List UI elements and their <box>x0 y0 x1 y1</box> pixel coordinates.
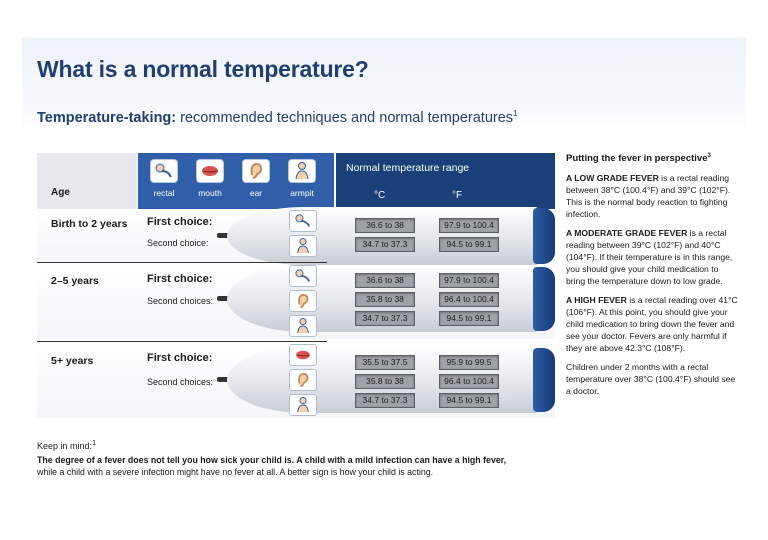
age-label: Birth to 2 years <box>51 218 128 230</box>
subtitle-rest: recommended techniques and normal temperatures <box>176 109 514 126</box>
age-header-cell <box>37 153 137 209</box>
first-choice-label: First choice: <box>147 273 213 285</box>
method-icons <box>289 210 319 260</box>
second-choice-label: Second choices: <box>147 296 214 306</box>
keep-in-mind <box>37 437 557 478</box>
armpit-icon <box>289 235 317 257</box>
value-row <box>355 218 499 233</box>
fahrenheit-value: 96.4 to 100.4 <box>439 292 499 307</box>
fahrenheit-value: 96.4 to 100.4 <box>439 374 499 389</box>
high-fever-text: is a rectal reading over 41°C (106°F). At this point, you should give your child medication to bring down the fever and see your doctor. Fevers are only harmful if they are above 42.3°C (108°F). <box>566 295 738 354</box>
moderate-grade-text: is a rectal reading between 39°C (102°F) and 40°C (104°F). If their temperature is in this range, you should give your child medication to bring the temperature down to low grade. <box>566 228 733 287</box>
subtitle-sup: 1 <box>513 109 518 118</box>
method-label: rectal <box>153 188 175 198</box>
perspective-heading-sup: 3 <box>707 153 711 159</box>
low-grade-paragraph <box>566 172 738 220</box>
second-choice-label: Second choices: <box>147 377 214 387</box>
value-row <box>355 292 499 307</box>
celsius-value: 36.6 to 38 <box>355 273 415 288</box>
range-header-title: Normal temperature range <box>346 162 470 174</box>
age-label: 2–5 years <box>51 275 99 287</box>
fever-perspective-panel <box>566 150 738 404</box>
rectal-icon <box>289 210 317 232</box>
fahrenheit-value: 94.5 to 99.1 <box>439 393 499 408</box>
fahrenheit-value: 94.5 to 99.1 <box>439 311 499 326</box>
method-armpit <box>280 159 324 205</box>
celsius-value: 34.7 to 37.3 <box>355 237 415 252</box>
first-choice-label: First choice: <box>147 352 213 364</box>
second-choice-label: Second choice: <box>147 238 209 248</box>
moderate-grade-label: A MODERATE GRADE FEVER <box>566 228 688 239</box>
ear-icon <box>289 369 317 391</box>
low-grade-text: is a rectal reading between 38°C (100.4°F) and 39°C (102°F). This is the normal body reaction to fighting infection. <box>566 173 731 220</box>
method-ear <box>234 159 278 205</box>
high-fever-paragraph <box>566 294 738 354</box>
value-group <box>355 218 499 256</box>
armpit-icon <box>289 394 317 416</box>
celsius-value: 35.8 to 38 <box>355 292 415 307</box>
mouth-icon <box>196 159 224 183</box>
thermometer-cap <box>533 348 555 412</box>
keep-in-mind-heading <box>37 437 557 452</box>
keep-in-mind-bold: The degree of a fever does not tell you how sick your child is. A child with a mild infection can have a high fever, <box>37 455 507 465</box>
celsius-value: 35.5 to 37.5 <box>355 355 415 370</box>
fahrenheit-value: 97.9 to 100.4 <box>439 218 499 233</box>
keep-heading-sup: 1 <box>92 438 97 447</box>
value-group <box>355 273 499 330</box>
method-icons <box>289 344 319 419</box>
keep-heading-text: Keep in mind: <box>37 441 93 451</box>
celsius-value: 35.8 to 38 <box>355 374 415 389</box>
ear-icon <box>242 159 270 183</box>
armpit-icon <box>289 315 317 337</box>
value-row <box>355 273 499 288</box>
perspective-heading <box>566 150 738 165</box>
high-fever-label: A HIGH FEVER <box>566 295 627 306</box>
table-row <box>37 210 555 262</box>
unit-celsius: °C <box>374 190 386 201</box>
armpit-icon <box>288 159 316 183</box>
thermometer-cap <box>533 208 555 264</box>
perspective-heading-text: Putting the fever in perspective <box>566 153 708 165</box>
low-grade-label: A LOW GRADE FEVER <box>566 173 659 184</box>
row-divider <box>37 262 327 263</box>
table-row <box>37 265 555 339</box>
age-label: 5+ years <box>51 355 94 367</box>
celsius-value: 34.7 to 37.3 <box>355 393 415 408</box>
first-choice-label: First choice: <box>147 216 213 228</box>
rectal-icon <box>289 265 317 287</box>
ear-icon <box>289 290 317 312</box>
range-header <box>336 153 555 209</box>
subtitle-bold: Temperature-taking: <box>37 109 177 126</box>
temperature-table <box>37 153 555 418</box>
method-label: armpit <box>290 188 314 198</box>
thermometer-cap <box>533 267 555 331</box>
fahrenheit-value: 95.9 to 99.5 <box>439 355 499 370</box>
method-icons <box>289 265 319 340</box>
method-rectal <box>142 159 186 205</box>
moderate-grade-paragraph <box>566 227 738 287</box>
age-header: Age <box>51 187 70 198</box>
value-row <box>355 374 499 389</box>
keep-in-mind-text: while a child with a severe infection might have no fever at all. A better sign is how your child is acting. <box>37 467 434 477</box>
mouth-icon <box>289 344 317 366</box>
rectal-icon <box>150 159 178 183</box>
method-header <box>138 153 334 209</box>
value-row <box>355 393 499 408</box>
page-subtitle <box>37 109 517 126</box>
value-group <box>355 355 499 412</box>
row-divider <box>37 341 327 342</box>
table-row <box>37 344 555 418</box>
celsius-value: 36.6 to 38 <box>355 218 415 233</box>
value-row <box>355 237 499 252</box>
page-title: What is a normal temperature? <box>37 56 369 82</box>
children-note: Children under 2 months with a rectal temperature over 38°C (100.4°F) should see a doctor. <box>566 362 736 397</box>
method-label: ear <box>249 188 263 198</box>
value-row <box>355 355 499 370</box>
fahrenheit-value: 94.5 to 99.1 <box>439 237 499 252</box>
method-label: mouth <box>198 188 222 198</box>
value-row <box>355 311 499 326</box>
fahrenheit-value: 97.9 to 100.4 <box>439 273 499 288</box>
celsius-value: 34.7 to 37.3 <box>355 311 415 326</box>
method-mouth <box>188 159 232 205</box>
unit-fahrenheit: °F <box>452 190 463 201</box>
